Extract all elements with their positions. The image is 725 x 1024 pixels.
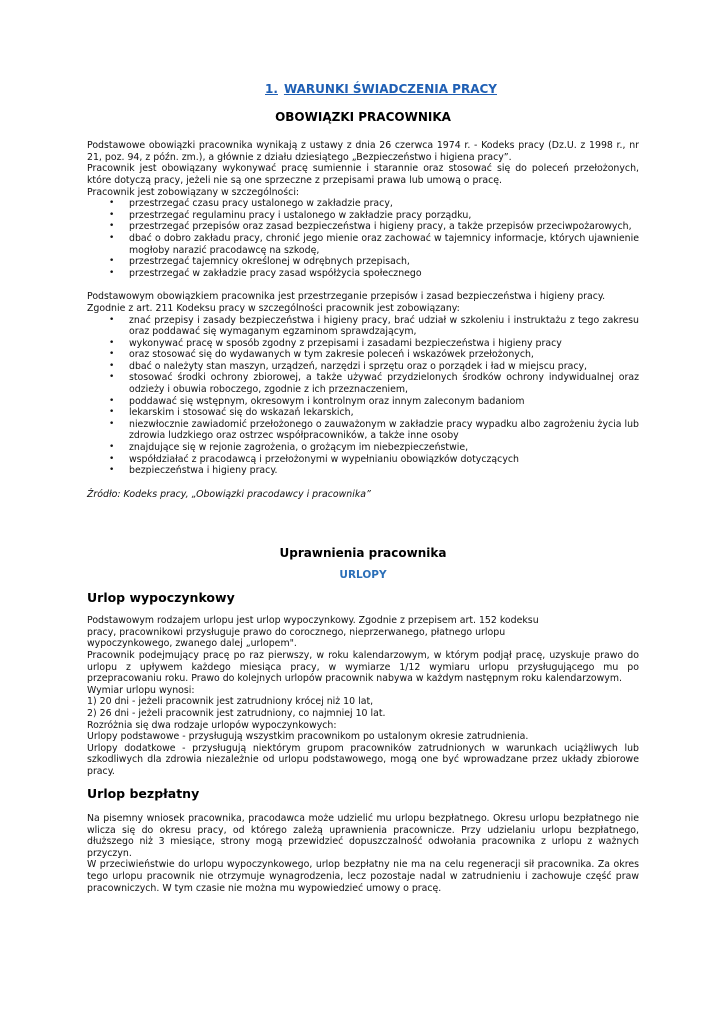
section-number: 1. [265, 82, 278, 96]
list-item: • dbać o należyty stan maszyn, urządzeń, narzędzi i sprzętu oraz o porządek i ład w miejscu pracy, [129, 361, 639, 373]
vacation-paragraph: Pracownik podejmujący pracę po raz pierwszy, w roku kalendarzowym, w którym podjął pracę, uzyskuje prawo do urlopu z upływem każdego miesiąca pracy, w wymiarze 1/12 wymiaru urlopu przysługującego mu po przepracowaniu roku. Prawo do kolejnych urlopów pracownik nabywa w każdym następnym roku kalendarzowym. [87, 649, 639, 685]
list-item: • lekarskim i stosować się do wskazań lekarskich, [129, 407, 639, 419]
list-item: • współdziałać z pracodawcą i przełożonymi w wypełnianiu obowiązków dotyczących [129, 454, 639, 466]
bhp-paragraph: Zgodnie z art. 211 Kodeksu pracy w szczególności pracownik jest zobowiązany: [87, 302, 460, 314]
vacation-paragraph: Rozróżnia się dwa rodzaje urlopów wypoczynkowych: [87, 719, 337, 731]
vacation-title: Urlop wypoczynkowy [87, 589, 235, 605]
intro-paragraph: Pracownik jest zobowiązany w szczególności: [87, 186, 300, 198]
list-item: • znajdujące się w rejonie zagrożenia, o grożącym im niebezpieczeństwie, [129, 442, 639, 454]
vacation-paragraph: Wymiar urlopu wynosi: [87, 684, 195, 696]
obligations-title: OBOWIĄZKI PRACOWNIKA [275, 109, 451, 124]
vacation-line: wypoczynkowego, zwanego dalej „urlopem". [87, 638, 297, 650]
rights-title: Uprawnienia pracownika [279, 546, 447, 561]
bhp-list [87, 315, 639, 477]
list-item: • przestrzegać tajemnicy określonej w odrębnych przepisach, [129, 256, 639, 268]
vacation-line: pracy, pracownikowi przysługuje prawo do corocznego, nieprzerwanego, płatnego urlopu [87, 626, 506, 638]
intro-paragraph: Podstawowe obowiązki pracownika wynikają z ustawy z dnia 26 czerwca 1974 r. - Kodeks pracy (Dz.U. z 1998 r., nr 21, poz. 94, z późn. zm.), a głównie z działu dziesiątego „Bezpieczeństwo i higiena pracy”. [87, 140, 639, 163]
list-item: • przestrzegać przepisów oraz zasad bezpieczeństwa i higieny pracy, a także przepisów przeciwpożarowych, [129, 221, 639, 233]
list-item: • dbać o dobro zakładu pracy, chronić jego mienie oraz zachować w tajemnicy informacje, których ujawnienie mogłoby narazić pracodawcę na szkodę, [129, 233, 639, 256]
unpaid-paragraph: W przeciwieństwie do urlopu wypoczynkowego, urlop bezpłatny nie ma na celu regeneracji sił pracownika. Za okres tego urlopu pracownik nie otrzymuje wynagrodzenia, lecz pozostaje nadal w zatrudnieniu i zachowuje część praw pracowniczych. W tym czasie nie można mu wypowiedzieć umowy o pracę. [87, 859, 639, 894]
vacation-line: Podstawowym rodzajem urlopu jest urlop wypoczynkowy. Zgodnie z przepisem art. 152 kodeksu [87, 615, 539, 627]
list-item: • przestrzegać regulaminu pracy i ustalonego w zakładzie pracy porządku, [129, 210, 639, 222]
list-item: • przestrzegać czasu pracy ustalonego w zakładzie pracy, [129, 198, 639, 210]
document-page [87, 84, 639, 894]
section-title: WARUNKI ŚWIADCZENIA PRACY [283, 82, 497, 96]
list-item: • znać przepisy i zasady bezpieczeństwa i higieny pracy, brać udział w szkoleniu i instruktażu z tego zakresu oraz poddawać się wymaganym egzaminom sprawdzającym, [129, 315, 639, 338]
vacation-paragraph: 2) 26 dni - jeżeli pracownik jest zatrudniony, co najmniej 10 lat. [87, 707, 386, 719]
list-item: • stosować środki ochrony zbiorowej, a także używać przydzielonych środków ochrony indywidualnej oraz odzieży i obuwia roboczego, zgodnie z ich przeznaczeniem, [129, 372, 639, 395]
list-item: • wykonywać pracę w sposób zgodny z przepisami i zasadami bezpieczeństwa i higieny pracy [129, 338, 639, 350]
list-item: • bezpieczeństwa i higieny pracy. [129, 465, 639, 477]
unpaid-paragraph: Na pisemny wniosek pracownika, pracodawca może udzielić mu urlopu bezpłatnego. Okresu urlopu bezpłatnego nie wlicza się do okresu pracy, od którego zależą uprawnienia pracownicze. Przy udzielaniu urlopu bezpłatnego, dłuższego niż 3 miesiące, strony mogą przewidzieć dopuszczalność odwołania pracownika z urlopu z ważnych przyczyn. [87, 813, 639, 859]
section-heading [123, 84, 639, 96]
intro-paragraph: Pracownik jest obowiązany wykonywać pracę sumiennie i starannie oraz stosować się do poleceń przełożonych, które dotyczą pracy, jeżeli nie są one sprzeczne z przepisami prawa lub umową o pracę. [87, 163, 639, 186]
vacation-paragraph: Urlopy podstawowe - przysługują wszystkim pracownikom po ustalonym okresie zatrudnienia. [87, 731, 529, 743]
list-item: • niezwłocznie zawiadomić przełożonego o zauważonym w zakładzie pracy wypadku albo zagrożeniu życia lub zdrowia ludzkiego oraz ostrzec współpracowników, a także inne osoby [129, 419, 639, 442]
source-note: Źródło: Kodeks pracy, „Obowiązki pracodawcy i pracownika” [87, 488, 371, 500]
list-item: • oraz stosować się do wydawanych w tym zakresie poleceń i wskazówek przełożonych, [129, 349, 639, 361]
bhp-paragraph: Podstawowym obowiązkiem pracownika jest przestrzeganie przepisów i zasad bezpieczeństwa i higieny pracy. [87, 291, 606, 303]
list-item: • poddawać się wstępnym, okresowym i kontrolnym oraz innym zaleconym badaniom [129, 396, 639, 408]
vacation-paragraph: 1) 20 dni - jeżeli pracownik jest zatrudniony krócej niż 10 lat, [87, 696, 374, 708]
vacation-paragraph: Urlopy dodatkowe - przysługują niektórym grupom pracowników zatrudnionych w warunkach uciążliwych lub szkodliwych dla zdrowia niezależnie od urlopu podstawowego, mogą one być wprowadzane przez układy zbiorowe pracy. [87, 742, 639, 777]
obligations-list [87, 198, 639, 279]
leave-title: URLOPY [339, 569, 387, 581]
unpaid-title: Urlop bezpłatny [87, 785, 200, 801]
list-item: • przestrzegać w zakładzie pracy zasad współżycia społecznego [129, 268, 639, 280]
